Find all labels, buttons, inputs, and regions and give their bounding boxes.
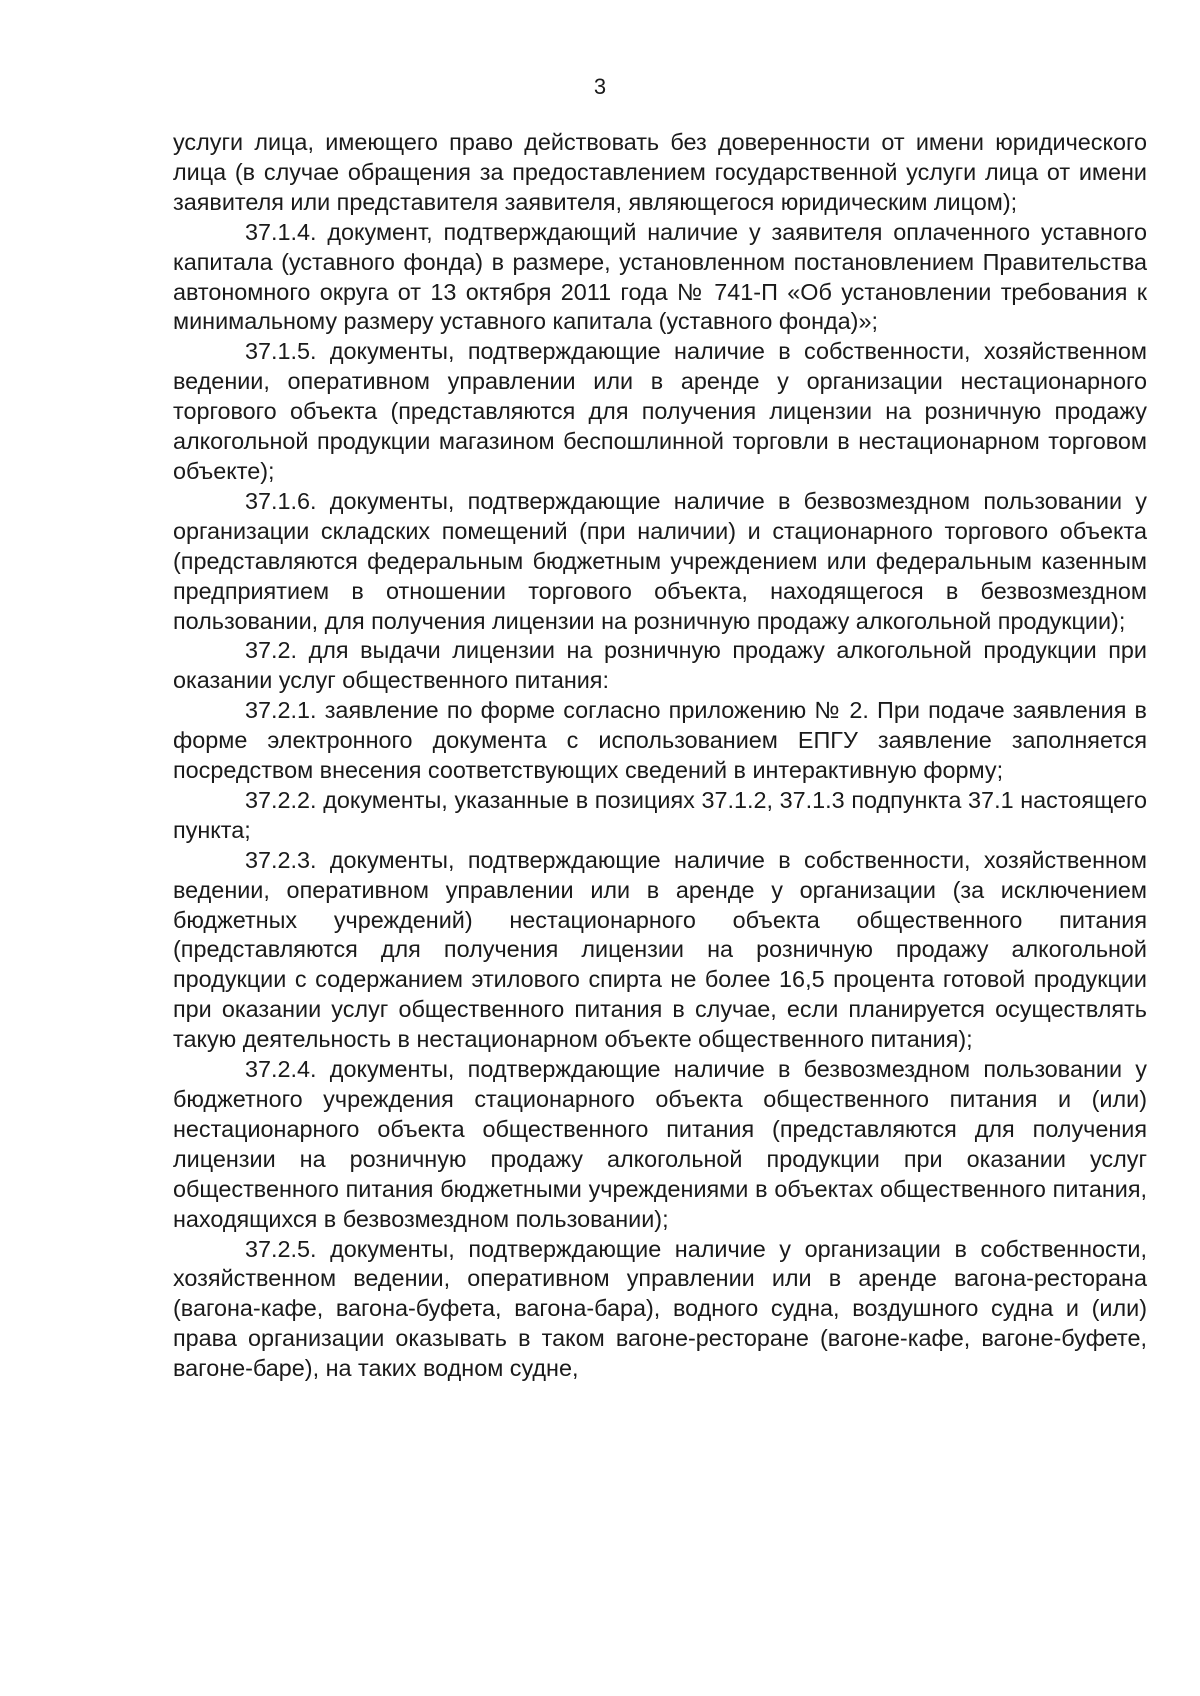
- paragraph-37-1-6: 37.1.6. документы, подтверждающие наличие в безвозмездном пользовании у организации складских помещений (при наличии) и стационарного торгового объекта (представляются федеральным бюджетным учреждением или федеральным казенным предприятием в отношении торгового объекта, находящегося в безвозмездном пользовании, для получения лицензии на розничную продажу алкогольной продукции);: [173, 487, 1147, 634]
- paragraph-37-2: 37.2. для выдачи лицензии на розничную продажу алкогольной продукции при оказании услуг общественного питания:: [173, 637, 1147, 694]
- page-number: 3: [593, 74, 607, 99]
- paragraph-continuation: услуги лица, имеющего право действовать без доверенности от имени юридического лица (в случае обращения за предоставлением государственной услуги лица от имени заявителя или представителя заявителя, являющегося юридическим лицом);: [173, 129, 1147, 215]
- paragraph-37-2-3: 37.2.3. документы, подтверждающие наличие в собственности, хозяйственном ведении, оперативном управлении или в аренде у организации (за исключением бюджетных учреждений) нестационарного объекта общественного питания (представляются для получения лицензии на розничную продажу алкогольной продукции с содержанием этилового спирта не более 16,5 процента готовой продукции при оказании услуг общественного питания в случае, если планируется осуществлять такую деятельность в нестационарном объекте общественного питания);: [173, 846, 1147, 1053]
- paragraph-37-2-1: 37.2.1. заявление по форме согласно приложению № 2. При подаче заявления в форме электронного документа с использованием ЕПГУ заявление заполняется посредством внесения соответствующих сведений в интерактивную форму;: [173, 697, 1147, 784]
- paragraph-37-1-5: 37.1.5. документы, подтверждающие наличие в собственности, хозяйственном ведении, оперативном управлении или в аренде у организации нестационарного торгового объекта (представляются для получения лицензии на розничную продажу алкогольной продукции магазином беспошлинной торговли в нестационарном торговом объекте);: [173, 338, 1147, 484]
- document-body: [173, 128, 1147, 1384]
- paragraph-37-2-5: 37.2.5. документы, подтверждающие наличие у организации в собственности, хозяйственном ведении, оперативном управлении или в аренде вагона-ресторана (вагона-кафе, вагона-буфета, вагона-бара), водного судна, воздушного судна и (или) права организации оказывать в таком вагоне-ресторане (вагоне-кафе, вагоне-буфете, вагоне-баре), на таких водном судне,: [173, 1235, 1147, 1382]
- paragraph-37-2-4: 37.2.4. документы, подтверждающие наличие в безвозмездном пользовании у бюджетного учреждения стационарного объекта общественного питания и (или) нестационарного объекта общественного питания (представляются для получения лицензии на розничную продажу алкогольной продукции при оказании услуг общественного питания бюджетными учреждениями в объектах общественного питания, находящихся в безвозмездном пользовании);: [173, 1056, 1147, 1232]
- paragraph-37-2-2: 37.2.2. документы, указанные в позициях 37.1.2, 37.1.3 подпункта 37.1 настоящего пункта;: [173, 786, 1147, 843]
- paragraph-37-1-4: 37.1.4. документ, подтверждающий наличие у заявителя оплаченного уставного капитала (уставного фонда) в размере, установленном постановлением Правительства автономного округа от 13 октября 2011 года № 741-П «Об установлении требования к минимальному размеру уставного капитала (уставного фонда)»;: [173, 218, 1147, 335]
